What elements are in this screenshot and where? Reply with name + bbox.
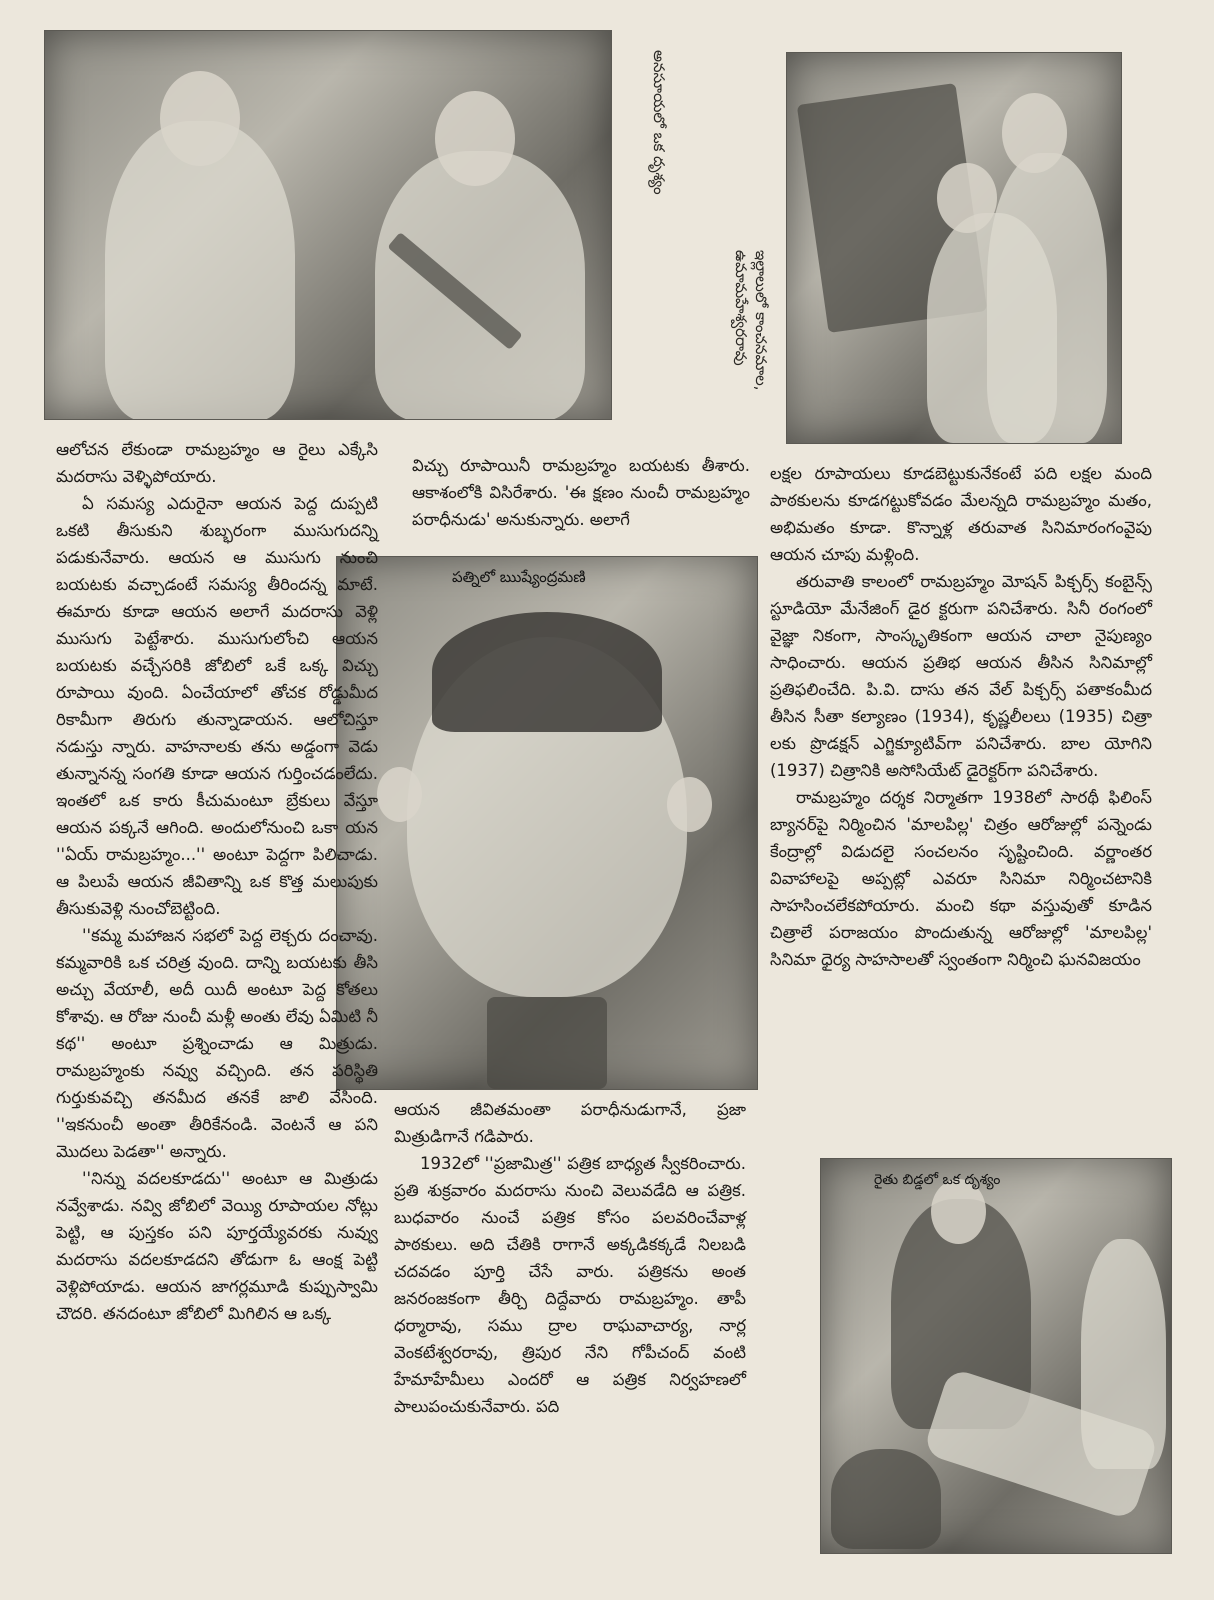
article-column-2-top: [412, 452, 750, 533]
paragraph: ఏ సమస్య ఎదురైనా ఆయన పెద్ద దుప్పటి ఒకటి తీసుకుని శుబ్భరంగా ముసుగుదన్ని పడుకునేవారు. ఆయన ఆ ముసుగు నుంచి బయటకు వచ్చాడంటే సమస్య తీరిందన్న మాటే. ఈమారు కూడా ఆయన అలాగే మదరాసు వెళ్లి ముసుగు పెట్టేశారు. ముసుగులోంచి ఆయన బయటకు వచ్చేసరికి జోబిలో ఒకే ఒక్క విచ్చు రూపాయి వుంది. ఏంచేయాలో తోచక రోడ్డుమీద రికామీగా తిరుగు తున్నాడాయన. ఆలోచిస్తూ నడుస్తు న్నారు. వాహనాలకు తను అడ్డంగా వెడు తున్నానన్న సంగతి కూడా ఆయన గుర్తించడంలేదు. ఇంతలో ఒక కారు కీచుమంటూ బ్రేకులు వేస్తూ ఆయన పక్కనే ఆగింది. అందులోనుంచి ఒకా యన ''ఏయ్ రామబ్రహ్మం...'' అంటూ పెద్దగా పిలిచాడు. ఆ పిలుపే ఆయన జీవితాన్ని ఒక కొత్త మలుపుకు తీసుకువెళ్లి నుంచోబెట్టింది.: [56, 494, 378, 918]
paragraph: తరువాతి కాలంలో రామబ్రహ్మం మోషన్ పిక్చర్స్ కంబైన్స్ స్టూడియో మేనేజింగ్ డైర క్టరుగా పనిచేశారు. సినీ రంగంలో వైజ్ఞా నికంగా, సాంస్కృతికంగా ఆయన చాలా నైపుణ్యం సాధించారు. ఆయన ప్రతిభ ఆయన తీసిన సినిమాల్లో ప్రతిఫలించేది. పి.వి. దాసు తన వేల్ పిక్చర్స్ పతాకంమీద తీసిన సీతా కల్యాణం (1934), కృష్ణలీలలు (1935) చిత్రా లకు ప్రొడక్షన్ ఎగ్జిక్యూటివ్‌గా పనిచేశారు. బాల యోగిని (1937) చిత్రానికి అసోసియేట్ డైరెక్టర్‌గా పనిచేశారు.: [770, 572, 1152, 780]
paragraph: ఆలోచన లేకుండా రామబ్రహ్మం ఆ రైలు ఎక్కేసి మదరాసు వెళ్ళిపోయారు.: [56, 440, 378, 486]
paragraph: 1932లో ''ప్రజామిత్ర'' పత్రిక బాధ్యత స్వీకరించారు. ప్రతి శుక్రవారం మదరాసు నుంచి వెలువడేది ఆ పత్రిక. బుధవారం నుంచే పత్రిక కోసం పలవరించేవాళ్ల పాఠకులు. అది చేతికి రాగానే అక్కడికక్కడే నిలబడి చదవడం పూర్తి చేసే వారు. పత్రికను అంత జనరంజకంగా తీర్చి దిద్దేవారు రామబ్రహ్మం. తాపీ ధర్మారావు, సము ద్రాల రాఘవాచార్య, నార్ల వెంకటేశ్వరరావు, త్రిపుర నేని గోపీచంద్ వంటి హేమాహేమీలు ఎందరో ఆ పత్రిక నిర్వహణలో పాలుపంచుకునేవారు. పది: [394, 1154, 746, 1416]
article-column-3: [770, 460, 1152, 973]
paragraph: రామబ్రహ్మం దర్శక నిర్మాతగా 1938లో సారథీ ఫిలింస్ బ్యానర్‌పై నిర్మించిన 'మాలపిల్ల' చిత్రం ఆరోజుల్లో పన్నెండు కేంద్రాల్లో విడుదలై సంచలనం సృష్టించింది. వర్ణాంతర వివాహాలపై అప్పట్లో ఎవరూ సినిమా నిర్మించటానికి సాహసించలేకపోయారు. మంచి కథా వస్తువుతో కూడిన చిత్రాలే పరాజయం పొందుతున్న ఆరోజుల్లో 'మాలపిల్ల' సినిమా ధైర్య సాహసాలతో స్వంతంగా నిర్మించి ఘనవిజయం: [770, 788, 1152, 969]
article-column-1: [56, 436, 378, 1327]
article-column-2-bottom: [394, 1096, 746, 1420]
caption-photo4: రైతు బిడ్డలో ఒక దృశ్యం: [874, 1172, 1001, 1188]
caption-photo2-line2: ఉమామహేశ్వరరావు: [732, 250, 750, 366]
paragraph: ఆయన జీవితమంతా పరాధీనుడుగానే, ప్రజా మిత్రుడిగానే గడిపారు.: [394, 1100, 746, 1146]
paragraph: లక్షల రూపాయలు కూడబెట్టుకునేకంటే పది లక్షల మంది పాఠకులను కూడగట్టుకోవడం మేలన్నది రామబ్రహ్మం మతం, అభిమతం కూడా. కొన్నాళ్ల తరువాత సినిమారంగంవైపు ఆయన చూపు మళ్లింది.: [770, 464, 1152, 564]
photo-illalu-scene: [786, 52, 1122, 444]
photo-patni-portrait: [336, 556, 758, 1090]
paragraph: విచ్చు రూపాయినీ రామబ్రహ్మం బయటకు తీశారు. ఆకాశంలోకి విసిరేశారు. 'ఈ క్షణం నుంచీ రామబ్రహ్మం పరాధీనుడు' అనుకున్నారు. అలాగే: [412, 456, 750, 529]
caption-photo1: అనసూయలో ఒక దృశ్యం: [650, 50, 668, 195]
paragraph: ''నిన్ను వదలకూడదు'' అంటూ ఆ మిత్రుడు నవ్వేశాడు. నవ్వి జోబిలో వెయ్యి రూపాయల నోట్లు పెట్టి, ఆ పుస్తకం పని పూర్తయ్యేవరకు నువ్వు మదరాసు వదలకూడదని తోడుగా ఓ ఆంక్ష పెట్టి వెళ్లిపోయాడు. ఆయన జాగర్లమూడి కుప్పుస్వామి చౌదరి. తనదంటూ జోబిలో మిగిలిన ఆ ఒక్క: [56, 1169, 378, 1323]
photo-raitu-bidda-scene: [820, 1158, 1172, 1554]
paragraph: ''కమ్మ మహాజన సభలో పెద్ద లెక్చరు దంచావు. కమ్మవారికి ఒక చరిత్ర వుంది. దాన్ని బయటకు తీసి అచ్చు వేయాలీ, అదీ యిదీ అంటూ పెద్ద కోతలు కోశావు. ఆ రోజు నుంచీ మళ్లీ అంతు లేవు ఏమిటి నీ కథ'' అంటూ ప్రశ్నించాడు ఆ మిత్రుడు. రామబ్రహ్మంకు నవ్వు వచ్చింది. తన పరిస్థితి గుర్తుకువచ్చి తనమీద తనకే జాలి వేసింది. ''ఇకనుంచీ అంతా తీరికేనండి. వెంటనే ఆ పని మొదలు పెడతా'' అన్నారు.: [56, 926, 378, 1161]
photo-anasuya-scene: [44, 30, 612, 420]
caption-photo2-line1: ఇల్లాలులో కాంచనమాల,: [752, 250, 770, 391]
caption-photo3: పత్నిలో ఋష్యేంద్రమణి: [452, 568, 586, 586]
